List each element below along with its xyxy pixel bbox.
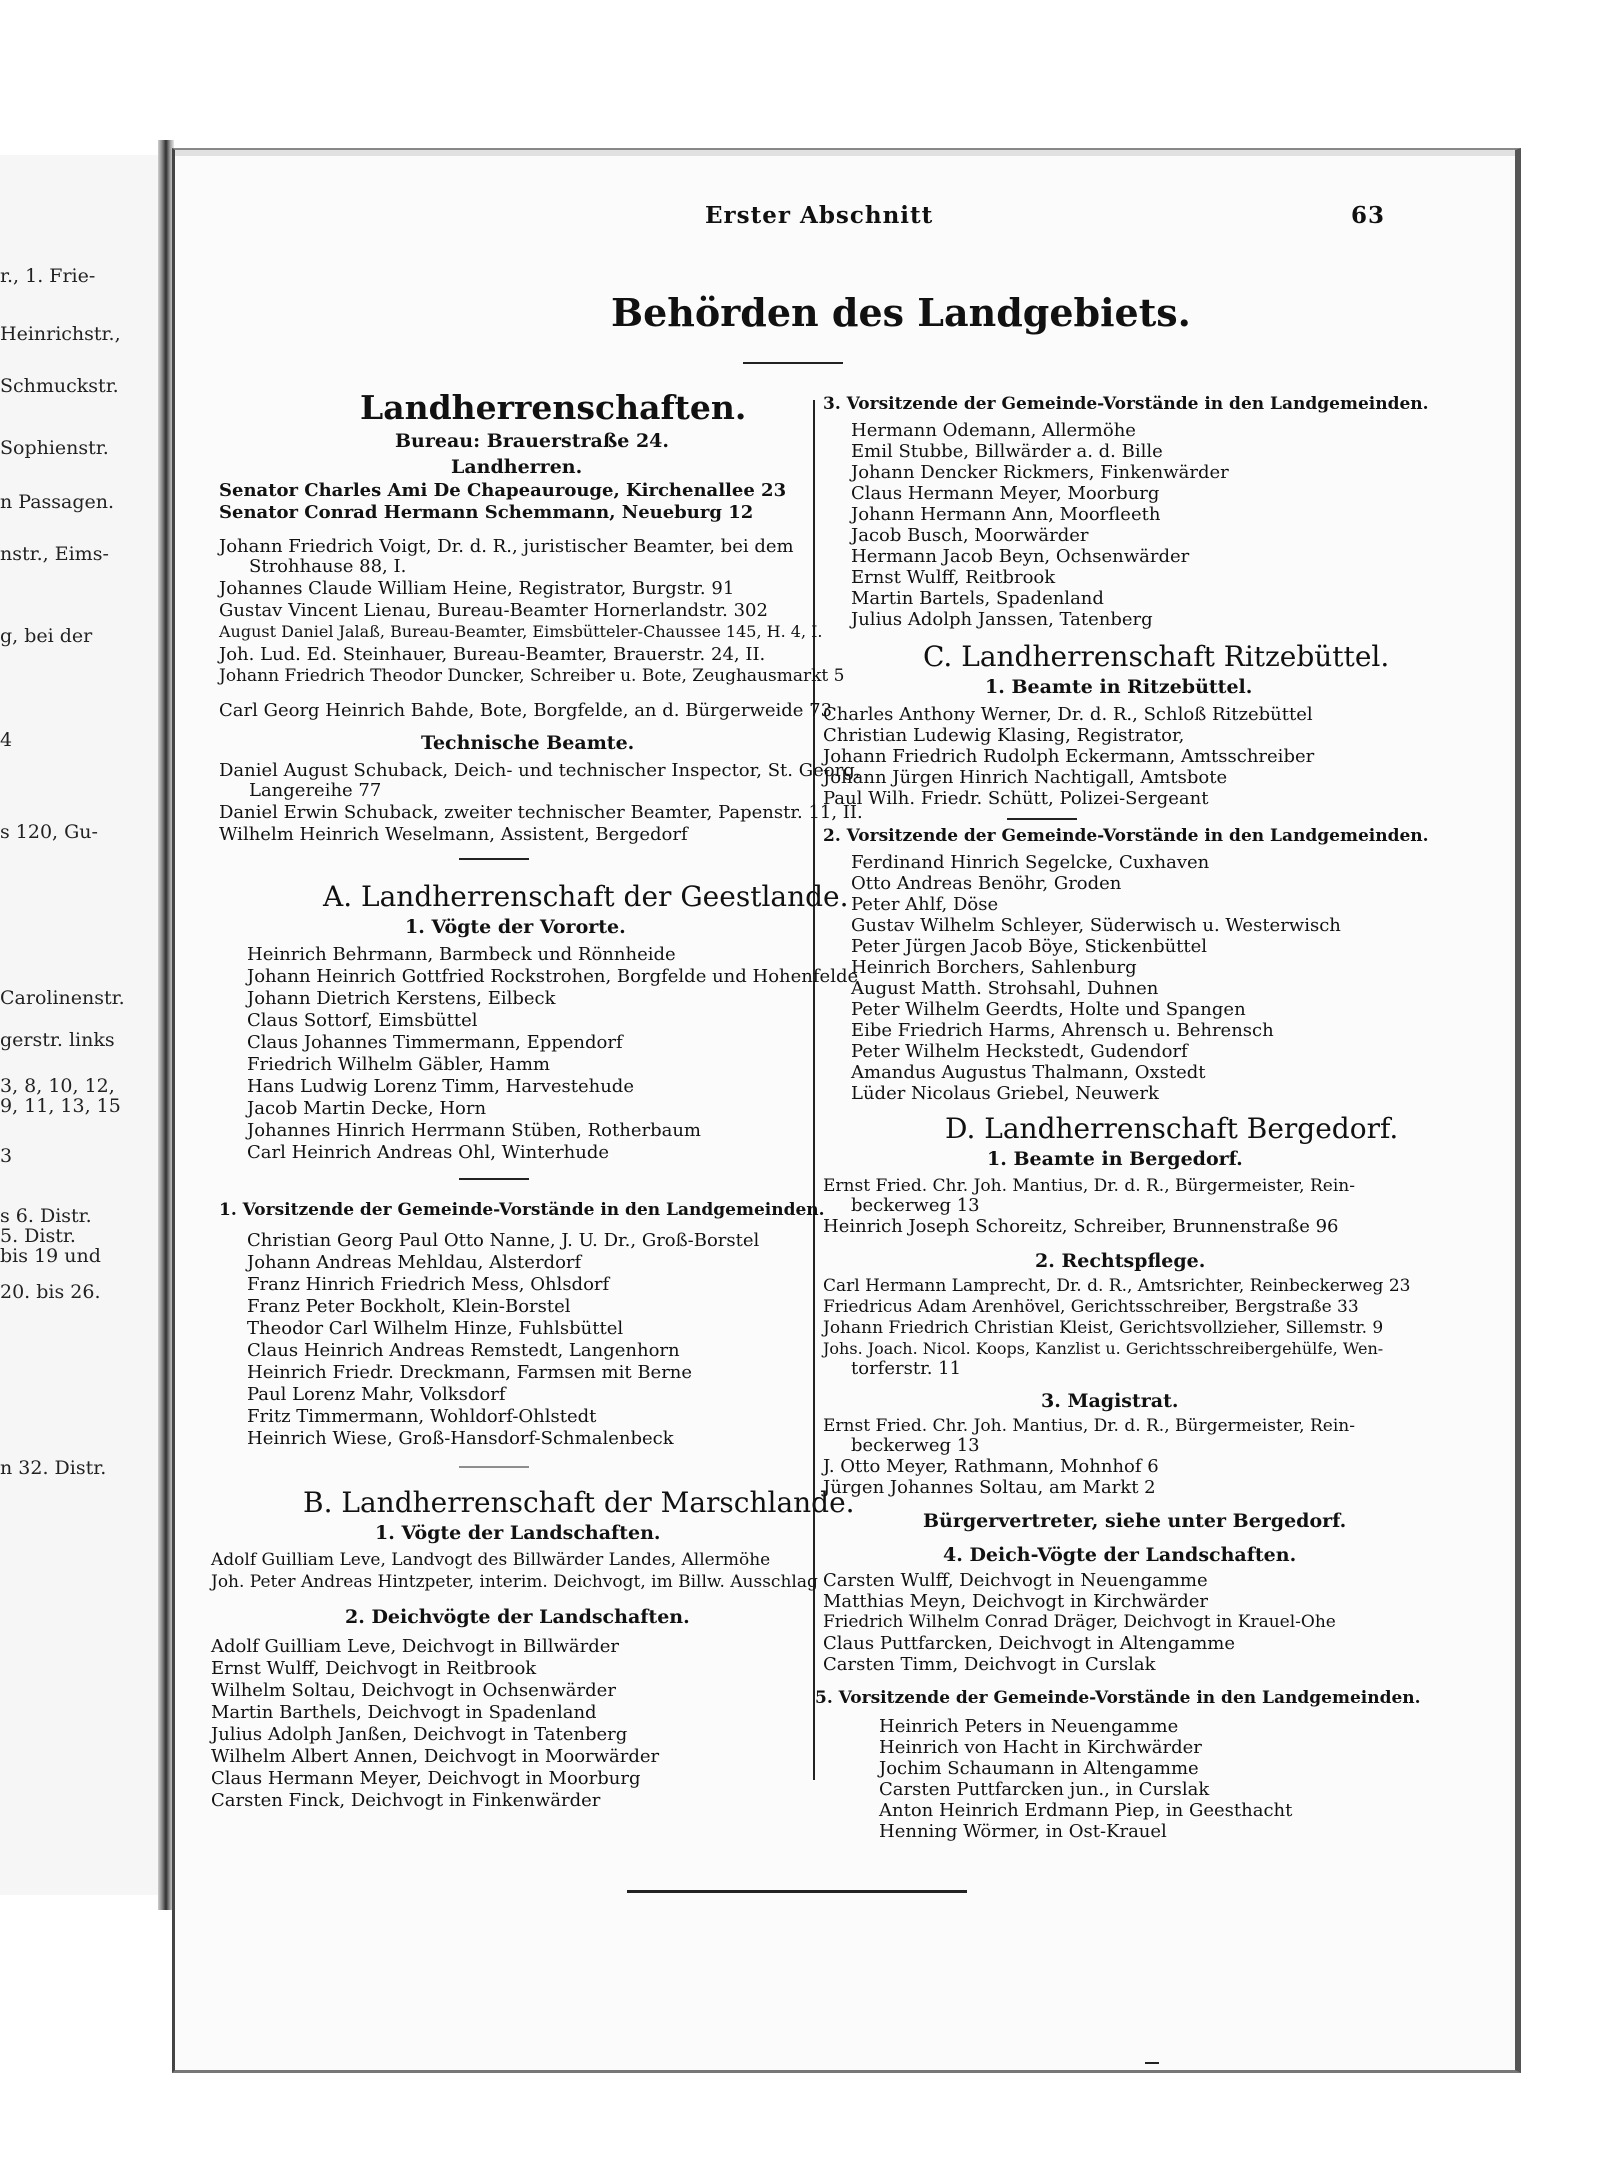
entry-line: August Daniel Jalaß, Bureau-Beamter, Eimsbütteler-Chaussee 145, H. 4, I. — [219, 622, 823, 641]
entry-line: Julius Adolph Janssen, Tatenberg — [851, 609, 1153, 630]
entry-line: Johann Friedrich Voigt, Dr. d. R., juristischer Beamter, bei dem — [219, 536, 794, 557]
entry-line: Claus Puttfarcken, Deichvogt in Altengamme — [823, 1633, 1236, 1654]
entry-line: Emil Stubbe, Billwärder a. d. Bille — [851, 441, 1163, 462]
entry-line: Peter Wilhelm Geerdts, Holte und Spangen — [851, 999, 1246, 1020]
entry-line: Senator Conrad Hermann Schemmann, Neueburg 12 — [219, 502, 754, 523]
entry-line: Johann Friedrich Rudolph Eckermann, Amtsschreiber — [823, 746, 1315, 767]
entry-line: Ferdinand Hinrich Segelcke, Cuxhaven — [851, 852, 1210, 873]
subheading: Landherren. — [451, 456, 583, 478]
left-fragment-text: Sophienstr. — [0, 437, 109, 459]
entry-line: Lüder Nicolaus Griebel, Neuwerk — [851, 1083, 1159, 1104]
section-heading: D. Landherrenschaft Bergedorf. — [945, 1112, 1399, 1145]
entry-line: Claus Sottorf, Eimsbüttel — [247, 1010, 478, 1031]
entry-line: Carl Hermann Lamprecht, Dr. d. R., Amtsrichter, Reinbeckerweg 23 — [823, 1276, 1411, 1296]
entry-line: Strohhause 88, I. — [249, 556, 407, 577]
entry-line: Jochim Schaumann in Altengamme — [879, 1758, 1199, 1779]
entry-line: Wilhelm Heinrich Weselmann, Assistent, Bergedorf — [219, 824, 688, 845]
entry-line: Heinrich Wiese, Groß-Hansdorf-Schmalenbeck — [247, 1428, 674, 1449]
entry-line: Peter Ahlf, Döse — [851, 894, 999, 915]
section-rule — [459, 1178, 529, 1180]
entry-line: Christian Ludewig Klasing, Registrator, — [823, 725, 1185, 746]
entry-line: Jacob Martin Decke, Horn — [247, 1098, 487, 1119]
left-fragment-text: 5. Distr. — [0, 1225, 76, 1247]
bureau-line: Bureau: Brauerstraße 24. — [395, 430, 670, 452]
left-page-fragment — [0, 155, 162, 1895]
entry-line: Julius Adolph Janßen, Deichvogt in Tatenberg — [211, 1724, 628, 1745]
right-page — [172, 148, 1521, 2073]
page-number: 63 — [1351, 202, 1386, 229]
entry-line: Ernst Fried. Chr. Joh. Mantius, Dr. d. R., Bürgermeister, Rein- — [823, 1176, 1355, 1196]
subheading: 2. Rechtspflege. — [1035, 1250, 1206, 1272]
section-rule — [459, 858, 529, 860]
entry-line: Matthias Meyn, Deichvogt in Kirchwärder — [823, 1591, 1209, 1612]
left-fragment-text: 4 — [0, 729, 13, 751]
section-heading: A. Landherrenschaft der Geestlande. — [323, 880, 849, 913]
entry-line: Carsten Timm, Deichvogt in Curslak — [823, 1654, 1156, 1675]
entry-line: Theodor Carl Wilhelm Hinze, Fuhlsbüttel — [247, 1318, 624, 1339]
left-fragment-text: bis 19 und — [0, 1245, 101, 1267]
subheading: Technische Beamte. — [421, 732, 635, 754]
entry-line: August Matth. Strohsahl, Duhnen — [851, 978, 1159, 999]
entry-line: Carl Georg Heinrich Bahde, Bote, Borgfelde, an d. Bürgerweide 73 — [219, 700, 833, 721]
entry-line: beckerweg 13 — [851, 1435, 980, 1456]
section-heading: C. Landherrenschaft Ritzebüttel. — [923, 640, 1390, 673]
buergervertreter-note: Bürgervertreter, siehe unter Bergedorf. — [923, 1510, 1347, 1532]
entry-line: Friedricus Adam Arenhövel, Gerichtsschreiber, Bergstraße 33 — [823, 1297, 1359, 1317]
entry-line: Ernst Wulff, Reitbrook — [851, 567, 1056, 588]
section-rule — [1007, 818, 1077, 820]
left-fragment-text: s 120, Gu- — [0, 821, 98, 843]
entry-line: Ernst Fried. Chr. Joh. Mantius, Dr. d. R., Bürgermeister, Rein- — [823, 1416, 1355, 1436]
entry-line: Wilhelm Albert Annen, Deichvogt in Moorwärder — [211, 1746, 660, 1767]
entry-line: Peter Wilhelm Heckstedt, Gudendorf — [851, 1041, 1188, 1062]
entry-line: Johann Jürgen Hinrich Nachtigall, Amtsbote — [823, 767, 1228, 788]
entry-line: Carl Heinrich Andreas Ohl, Winterhude — [247, 1142, 610, 1163]
end-rule — [627, 1890, 967, 1893]
entry-line: Johann Friedrich Christian Kleist, Gerichtsvollzieher, Sillemstr. 9 — [823, 1318, 1384, 1338]
entry-line: Carsten Puttfarcken jun., in Curslak — [879, 1779, 1210, 1800]
entry-line: Friedrich Wilhelm Conrad Dräger, Deichvogt in Krauel-Ohe — [823, 1612, 1336, 1632]
section-rule — [459, 1466, 529, 1468]
subheading: 1. Beamte in Ritzebüttel. — [985, 676, 1253, 698]
left-fragment-text: n 32. Distr. — [0, 1457, 107, 1479]
left-fragment-text: 3 — [0, 1145, 13, 1167]
subheading: 2. Deichvögte der Landschaften. — [345, 1606, 690, 1628]
entry-line: Johann Dencker Rickmers, Finkenwärder — [851, 462, 1229, 483]
entry-line: Heinrich Behrmann, Barmbeck und Rönnheide — [247, 944, 676, 965]
left-fragment-text: n Passagen. — [0, 491, 115, 513]
left-fragment-text: 9, 11, 13, 15 — [0, 1095, 121, 1117]
subheading: 1. Vögte der Landschaften. — [375, 1522, 661, 1544]
entry-line: Eibe Friedrich Harms, Ahrensch u. Behrensch — [851, 1020, 1274, 1041]
entry-line: Henning Wörmer, in Ost-Krauel — [879, 1821, 1167, 1842]
entry-line: Friedrich Wilhelm Gäbler, Hamm — [247, 1054, 550, 1075]
entry-line: Peter Jürgen Jacob Böye, Stickenbüttel — [851, 936, 1208, 957]
entry-line: Hermann Jacob Beyn, Ochsenwärder — [851, 546, 1190, 567]
entry-line: Johann Heinrich Gottfried Rockstrohen, Borgfelde und Hohenfelde — [247, 966, 859, 987]
entry-line: Johann Friedrich Theodor Duncker, Schreiber u. Bote, Zeughausmarkt 5 — [219, 666, 845, 686]
left-fragment-text: Schmuckstr. — [0, 375, 119, 397]
left-fragment-text: 20. bis 26. — [0, 1281, 101, 1303]
entry-line: Johannes Hinrich Herrmann Stüben, Rotherbaum — [247, 1120, 701, 1141]
entry-line: Wilhelm Soltau, Deichvogt in Ochsenwärder — [211, 1680, 616, 1701]
entry-line: Johannes Claude William Heine, Registrator, Burgstr. 91 — [219, 578, 735, 599]
entry-line: beckerweg 13 — [851, 1195, 980, 1216]
section-heading: Landherrenschaften. — [360, 388, 747, 427]
entry-line: Adolf Guilliam Leve, Deichvogt in Billwärder — [211, 1636, 619, 1657]
subheading: 1. Beamte in Bergedorf. — [987, 1148, 1243, 1170]
entry-line: Hans Ludwig Lorenz Timm, Harvestehude — [247, 1076, 634, 1097]
subheading: 1. Vögte der Vororte. — [405, 916, 626, 938]
subheading: 2. Vorsitzende der Gemeinde-Vorstände in den Landgemeinden. — [823, 826, 1429, 846]
entry-line: Paul Lorenz Mahr, Volksdorf — [247, 1384, 506, 1405]
bottom-mark — [1145, 2062, 1159, 2064]
entry-line: Daniel August Schuback, Deich- und technischer Inspector, St. Georg, — [219, 760, 861, 781]
subheading: 3. Vorsitzende der Gemeinde-Vorstände in den Landgemeinden. — [823, 394, 1429, 414]
entry-line: Claus Johannes Timmermann, Eppendorf — [247, 1032, 623, 1053]
left-fragment-text: nstr., Eims- — [0, 543, 109, 565]
page-title: Behörden des Landgebiets. — [611, 290, 1191, 335]
entry-line: Jürgen Johannes Soltau, am Markt 2 — [823, 1477, 1156, 1498]
left-fragment-text: 3, 8, 10, 12, — [0, 1075, 115, 1097]
entry-line: Johann Hermann Ann, Moorfleeth — [851, 504, 1161, 525]
left-fragment-text: r., 1. Frie- — [0, 265, 96, 287]
entry-line: Jacob Busch, Moorwärder — [851, 525, 1089, 546]
entry-line: Johann Andreas Mehldau, Alsterdorf — [247, 1252, 582, 1273]
entry-line: Johs. Joach. Nicol. Koops, Kanzlist u. Gerichtsschreibergehülfe, Wen- — [823, 1339, 1384, 1358]
entry-line: Gustav Vincent Lienau, Bureau-Beamter Hornerlandstr. 302 — [219, 600, 768, 621]
subheading: 3. Magistrat. — [1041, 1390, 1179, 1412]
entry-line: Heinrich Peters in Neuengamme — [879, 1716, 1179, 1737]
running-header-section: Erster Abschnitt — [705, 202, 934, 229]
left-fragment-text: s 6. Distr. — [0, 1205, 92, 1227]
entry-line: Paul Wilh. Friedr. Schütt, Polizei-Sergeant — [823, 788, 1209, 809]
left-fragment-text: Heinrichstr., — [0, 323, 121, 345]
entry-line: Gustav Wilhelm Schleyer, Süderwisch u. Westerwisch — [851, 915, 1341, 936]
entry-line: Langereihe 77 — [249, 780, 382, 801]
entry-line: Otto Andreas Benöhr, Groden — [851, 873, 1122, 894]
entry-line: Adolf Guilliam Leve, Landvogt des Billwärder Landes, Allermöhe — [211, 1550, 771, 1570]
entry-line: Claus Hermann Meyer, Deichvogt in Moorburg — [211, 1768, 641, 1789]
entry-line: Johann Dietrich Kerstens, Eilbeck — [247, 988, 556, 1009]
entry-line: J. Otto Meyer, Rathmann, Mohnhof 6 — [823, 1456, 1159, 1477]
entry-line: Heinrich Friedr. Dreckmann, Farmsen mit Berne — [247, 1362, 693, 1383]
entry-line: Heinrich Joseph Schoreitz, Schreiber, Brunnenstraße 96 — [823, 1216, 1339, 1237]
entry-line: Joh. Lud. Ed. Steinhauer, Bureau-Beamter, Brauerstr. 24, II. — [219, 644, 766, 665]
subheading: 5. Vorsitzende der Gemeinde-Vorstände in den Landgemeinden. — [815, 1688, 1421, 1708]
entry-line: Heinrich von Hacht in Kirchwärder — [879, 1737, 1202, 1758]
entry-line: Hermann Odemann, Allermöhe — [851, 420, 1136, 441]
section-heading: B. Landherrenschaft der Marschlande. — [303, 1486, 855, 1519]
entry-line: Daniel Erwin Schuback, zweiter technischer Beamter, Papenstr. 11, II. — [219, 802, 863, 823]
entry-line: Claus Hermann Meyer, Moorburg — [851, 483, 1160, 504]
entry-line: Martin Bartels, Spadenland — [851, 588, 1104, 609]
entry-line: Franz Hinrich Friedrich Mess, Ohlsdorf — [247, 1274, 610, 1295]
entry-line: Amandus Augustus Thalmann, Oxstedt — [851, 1062, 1206, 1083]
subheading: 4. Deich-Vögte der Landschaften. — [943, 1544, 1297, 1566]
entry-line: Senator Charles Ami De Chapeaurouge, Kirchenallee 23 — [219, 480, 787, 501]
entry-line: Carsten Finck, Deichvogt in Finkenwärder — [211, 1790, 601, 1811]
entry-line: Charles Anthony Werner, Dr. d. R., Schloß Ritzebüttel — [823, 704, 1313, 725]
entry-line: Franz Peter Bockholt, Klein-Borstel — [247, 1296, 571, 1317]
left-fragment-text: gerstr. links — [0, 1029, 115, 1051]
entry-line: Joh. Peter Andreas Hintzpeter, interim. Deichvogt, im Billw. Ausschlag — [211, 1572, 818, 1592]
entry-line: Anton Heinrich Erdmann Piep, in Geesthacht — [879, 1800, 1293, 1821]
left-fragment-text: g, bei der — [0, 625, 93, 647]
entry-line: Claus Heinrich Andreas Remstedt, Langenhorn — [247, 1340, 680, 1361]
title-rule — [743, 362, 843, 364]
subheading: 1. Vorsitzende der Gemeinde-Vorstände in den Landgemeinden. — [219, 1200, 825, 1220]
entry-line: Ernst Wulff, Deichvogt in Reitbrook — [211, 1658, 537, 1679]
entry-line: Martin Barthels, Deichvogt in Spadenland — [211, 1702, 597, 1723]
left-fragment-text: Carolinenstr. — [0, 987, 125, 1009]
entry-line: Heinrich Borchers, Sahlenburg — [851, 957, 1137, 978]
entry-line: Christian Georg Paul Otto Nanne, J. U. Dr., Groß-Borstel — [247, 1230, 760, 1251]
entry-line: Carsten Wulff, Deichvogt in Neuengamme — [823, 1570, 1208, 1591]
entry-line: torferstr. 11 — [851, 1358, 962, 1379]
entry-line: Fritz Timmermann, Wohldorf-Ohlstedt — [247, 1406, 597, 1427]
